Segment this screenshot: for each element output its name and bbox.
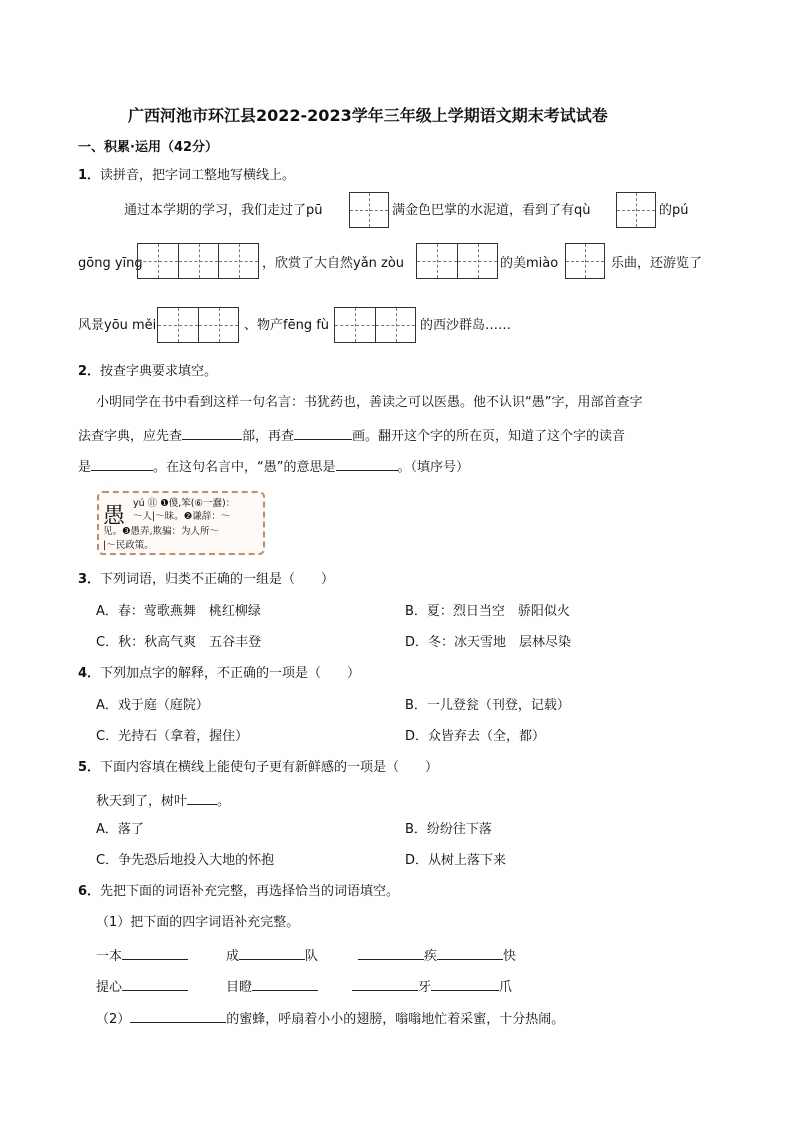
q1-line1-part-b: 满金色巴掌的水泥道，看到了有qù: [392, 203, 591, 218]
question-text: 下列词语，归类不正确的一组是（ ）: [100, 572, 335, 587]
option-a[interactable]: A．落了: [96, 822, 144, 837]
q2-paragraph-line1: 小明同学在书中看到这样一句名言：书犹药也，善读之可以医愚。他不认识“愚”字，用部首查字: [96, 395, 643, 410]
blank-pronunciation[interactable]: [91, 456, 153, 471]
q2-text: 法查字典，应先查: [78, 429, 183, 444]
blank-word[interactable]: [431, 976, 499, 991]
question-number: 2．: [78, 364, 101, 379]
q6-subquestion-2: [96, 1008, 564, 1029]
option-b[interactable]: B．纷纷往下落: [405, 822, 492, 837]
option-d[interactable]: D．冬：冰天雪地 层林尽染: [405, 635, 572, 650]
option-a[interactable]: A．春：莺歌燕舞 桃红柳绿: [96, 604, 261, 619]
q5-stem: [96, 790, 230, 811]
q1-line2-part-c: 的美miào: [500, 256, 559, 271]
question-number: 1．: [78, 168, 101, 183]
dictionary-line-4: |～民政策。: [103, 540, 154, 551]
blank-word[interactable]: [122, 976, 188, 991]
option-c[interactable]: C．秋：秋高气爽 五谷丰登: [96, 635, 262, 650]
q6-word-2: [226, 945, 318, 966]
q1-line2-part-a: gōng yīng: [78, 256, 143, 271]
question-1-prompt: [78, 167, 295, 185]
blank-word[interactable]: [437, 945, 503, 960]
blank-word[interactable]: [239, 945, 305, 960]
blank-leaves[interactable]: [187, 790, 217, 805]
option-d[interactable]: D．众皆弃去（全，都）: [405, 729, 546, 744]
option-c[interactable]: C．光持石（拿着，握住）: [96, 729, 249, 744]
writing-grid-pu[interactable]: [349, 192, 389, 228]
writing-grid-qu[interactable]: [616, 192, 656, 228]
q2-text: 是: [78, 460, 92, 475]
q6-word-3: [358, 945, 516, 966]
word-middle: 疾: [424, 949, 438, 964]
word-prefix: 成: [226, 949, 240, 964]
question-text: 下列加点字的解释，不正确的一项是（ ）: [100, 666, 361, 681]
page-title: 广西河池市环江县2022-2023学年三年级上学期语文期末考试试卷: [128, 106, 608, 125]
option-c[interactable]: C．争先恐后地投入大地的怀抱: [96, 853, 275, 868]
q6-word-1: [96, 945, 188, 966]
writing-grid-yanzou[interactable]: [416, 243, 498, 279]
q6-word-5: [226, 976, 318, 997]
word-prefix: 提心: [96, 980, 123, 995]
word-prefix: 一本: [96, 949, 123, 964]
writing-grid-youmei[interactable]: [157, 307, 239, 343]
question-number: 4．: [78, 666, 101, 681]
word-suffix: 队: [305, 949, 319, 964]
blank-meaning[interactable]: [336, 456, 398, 471]
word-prefix: 目瞪: [226, 980, 253, 995]
question-6-prompt: [78, 883, 399, 901]
q1-line3-part-b: 、物产fēng fù: [244, 318, 330, 333]
q2-paragraph-line2: [78, 425, 625, 446]
dictionary-line-1: yú ⑪ ❶傻,笨(⑥一蠢)：: [133, 498, 236, 509]
option-b[interactable]: B．夏：烈日当空 骄阳似火: [405, 604, 570, 619]
word-suffix: 快: [503, 949, 517, 964]
q2-text: 画。翻开这个字的所在页，知道了这个字的读音: [352, 429, 626, 444]
dictionary-line-2: ～人|～昧。❷谦辞：～: [133, 511, 231, 522]
q1-line2-part-d: 乐曲，还游览了: [611, 256, 703, 271]
question-4-prompt: [78, 665, 360, 683]
q2-text: 部，再查: [242, 429, 295, 444]
question-number: 6．: [78, 884, 101, 899]
writing-grid-pugongying[interactable]: [137, 243, 259, 279]
writing-grid-miao[interactable]: [565, 243, 605, 279]
blank-word[interactable]: [352, 976, 418, 991]
section-heading: 一、积累·运用（42分）: [78, 140, 219, 155]
q2-paragraph-line3: [78, 456, 469, 477]
sentence-text: 的蜜蜂，呼扇着小小的翅膀，嗡嗡地忙着采蜜，十分热闹。: [226, 1012, 565, 1027]
option-b[interactable]: B．一儿登瓮（刊登，记载）: [405, 698, 570, 713]
question-number: 5．: [78, 760, 101, 775]
writing-grid-fengfu[interactable]: [334, 307, 416, 343]
q2-text: 。（填序号）: [397, 460, 470, 475]
sub-number: （2）: [96, 1012, 131, 1027]
blank-word[interactable]: [252, 976, 318, 991]
blank-strokes[interactable]: [294, 425, 352, 440]
question-text: 下面内容填在横线上能使句子更有新鲜感的一项是（ ）: [100, 760, 439, 775]
q5-stem-text: 秋天到了，树叶: [96, 794, 188, 809]
word-middle: 牙: [418, 980, 432, 995]
q5-stem-end: 。: [217, 794, 231, 809]
blank-radical[interactable]: [182, 425, 242, 440]
q6-subquestion-1: （1）把下面的四字词语补充完整。: [96, 915, 300, 930]
option-a[interactable]: A．戏于庭（庭院）: [96, 698, 209, 713]
q6-word-4: [96, 976, 188, 997]
dictionary-entry-box: [97, 491, 265, 555]
dictionary-line-3: 见。❸愚弄,欺骗：为人所～: [103, 526, 220, 537]
question-2-prompt: [78, 363, 217, 381]
option-d[interactable]: D．从树上落下来: [405, 853, 507, 868]
word-suffix: 爪: [499, 980, 513, 995]
q1-line1-part-a: 通过本学期的学习，我们走过了pū: [124, 203, 323, 218]
question-5-prompt: [78, 759, 438, 777]
blank-word[interactable]: [122, 945, 188, 960]
blank-word[interactable]: [358, 945, 424, 960]
q2-text: 。在这句名言中，“愚”的意思是: [153, 460, 336, 475]
q6-word-6: [352, 976, 512, 997]
question-text: 先把下面的词语补充完整，再选择恰当的词语填空。: [100, 884, 400, 899]
blank-fill[interactable]: [130, 1008, 226, 1023]
question-3-prompt: [78, 571, 334, 589]
question-number: 3．: [78, 572, 101, 587]
q1-line3-part-c: 的西沙群岛……: [420, 318, 512, 333]
dictionary-character: 愚: [103, 504, 126, 529]
q1-line3-part-a: 风景yōu měi: [78, 318, 157, 333]
q1-line2-part-b: ，欣赏了大自然yǎn zòu: [262, 256, 405, 271]
question-text: 按查字典要求填空。: [100, 364, 218, 379]
q1-line1-part-c: 的pú: [659, 203, 689, 218]
question-text: 读拼音，把字词工整地写横线上。: [100, 168, 296, 183]
